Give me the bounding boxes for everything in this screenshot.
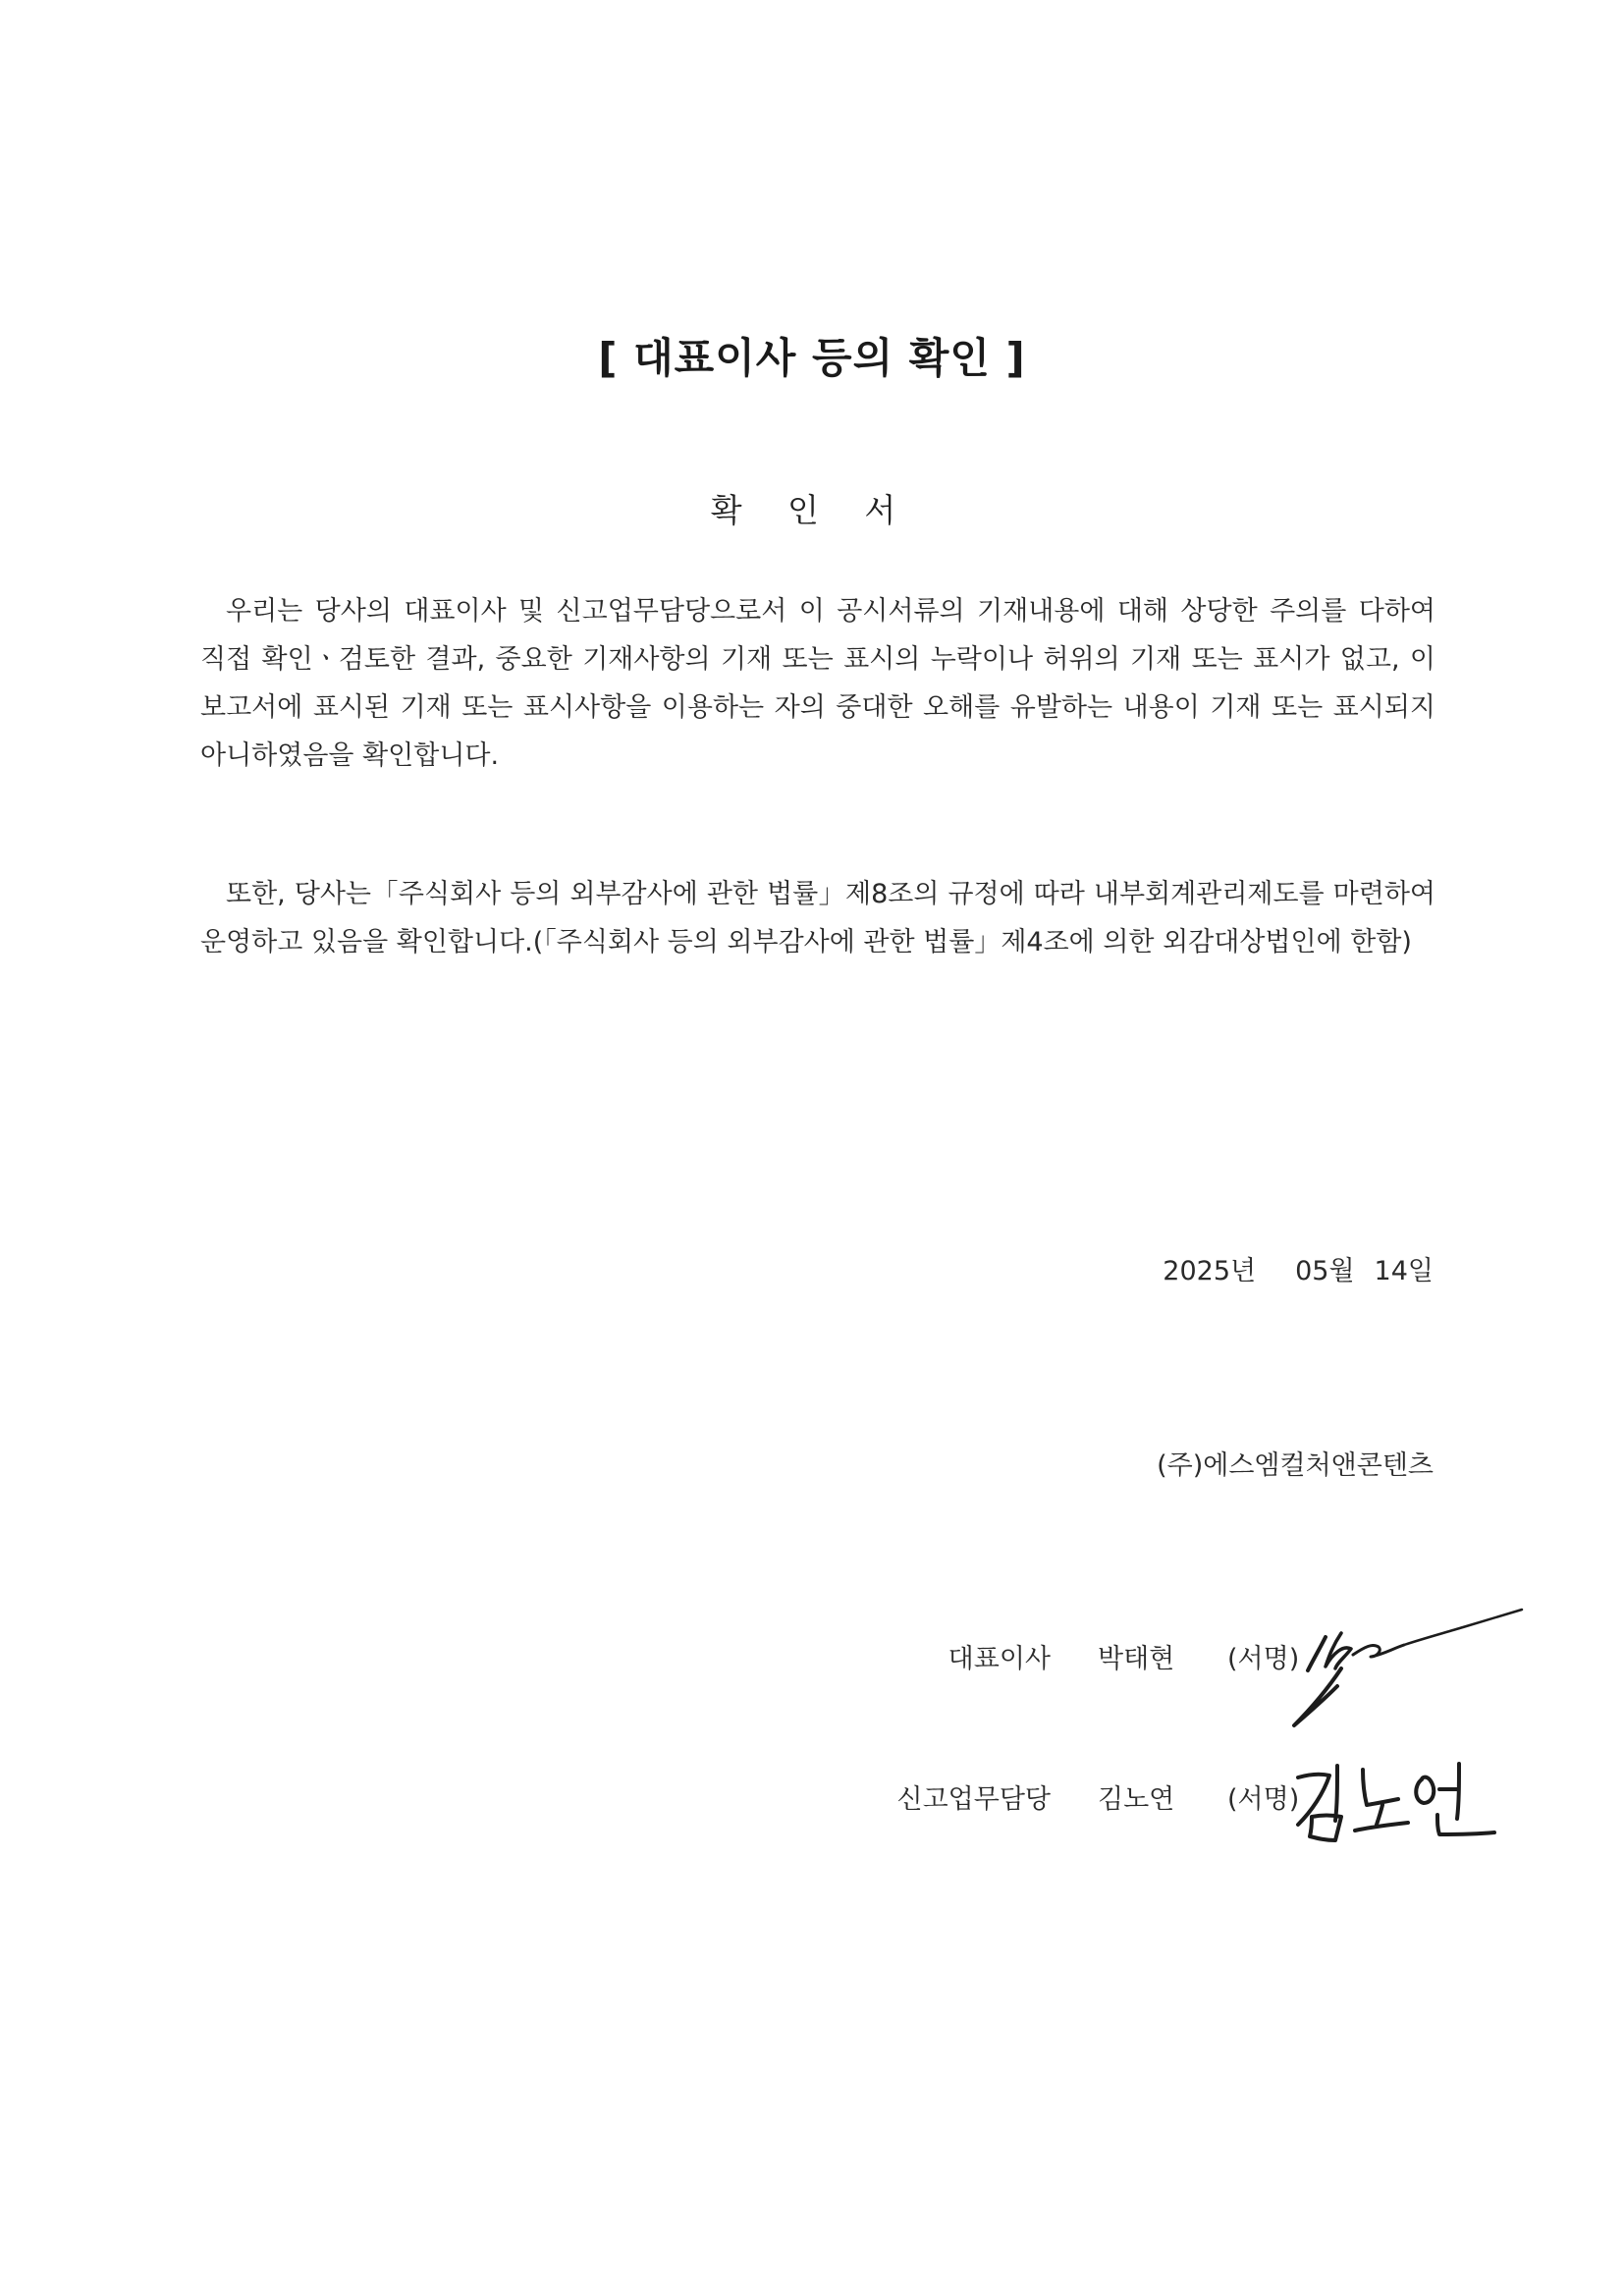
date-month: 05월 [1295,1256,1355,1286]
signature-label: (서명) [1227,1784,1300,1815]
signatory-disclosure-officer [0,1777,1624,1817]
signatory-role: 대표이사 [947,1644,1051,1674]
ceo-handwritten-signature [1235,1598,1549,1735]
document-subtitle: 확 인 서 [710,491,914,529]
date-day: 14일 [1374,1256,1434,1286]
confirmation-paragraph-1 [200,587,1435,780]
signatory-name: 김노연 [1098,1784,1175,1815]
confirmation-paragraph-2 [200,870,1435,966]
confirmation-paragraph-2-text: 또한, 당사는「주식회사 등의 외부감사에 관한 법률」제8조의 규정에 따라 내부회계관리제도를 마련하여 운영하고 있음을 확인합니다.(「주식회사 등의 외부감사에 관한 법률」제4조에 의한 외감대상법인에 한함) [200,879,1435,957]
signatory-role: 신고업무담당 [896,1784,1051,1815]
confirmation-paragraph-1-text: 우리는 당사의 대표이사 및 신고업무담당으로서 이 공시서류의 기재내용에 대해 상당한 주의를 다하여 직접 확인ㆍ검토한 결과, 중요한 기재사항의 기재 또는 표시의 누락이나 허위의 기재 또는 표시가 없고, 이 보고서에 표시된 기재 또는 표시사항을 이용하는 자의 중대한 오해를 유발하는 내용이 기재 또는 표시되지 아니하였음을 확인합니다. [200,596,1435,771]
signatory-name: 박태현 [1098,1644,1175,1674]
date-year: 2025년 [1163,1256,1257,1286]
disclosure-officer-handwritten-signature [1292,1760,1508,1848]
document-date [1163,1249,1434,1287]
document-title: [ 대표이사 등의 확인 ] [598,334,1026,382]
company-name: (주)에스엠컬처앤콘텐츠 [1157,1450,1434,1481]
signatory-ceo [0,1637,1624,1676]
signature-label: (서명) [1227,1644,1300,1674]
